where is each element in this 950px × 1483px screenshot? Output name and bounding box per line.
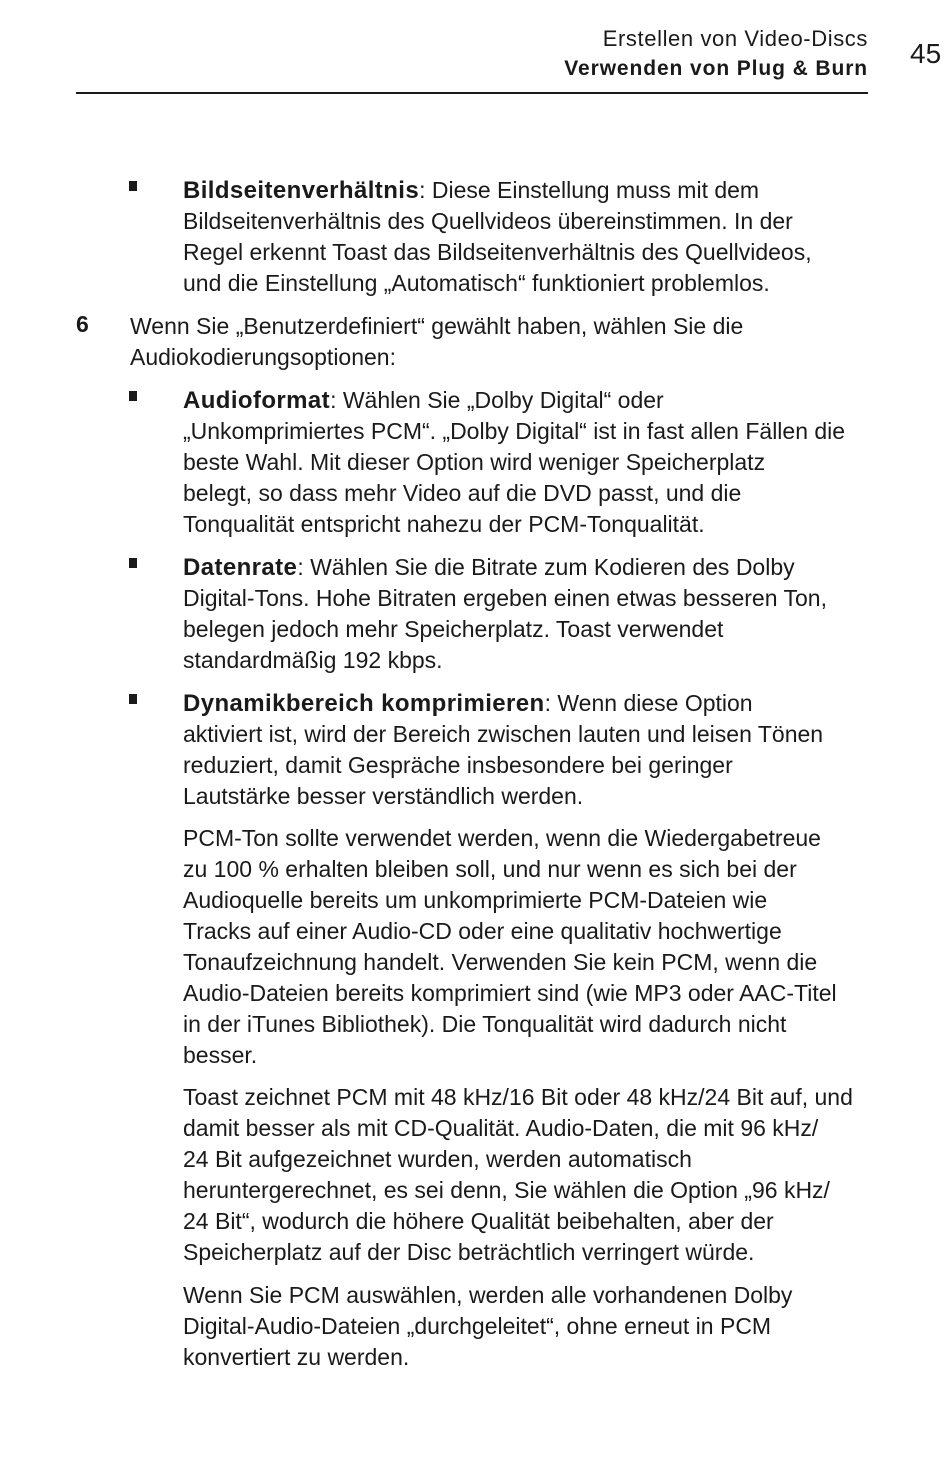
bullet-item-audioformat <box>183 385 845 540</box>
step-line: Audiokodierungsoptionen: <box>130 344 396 370</box>
bullet-line <box>183 175 812 206</box>
paragraph-toast-pcm <box>183 1082 853 1268</box>
bullet-line: standardmäßig 192 kbps. <box>183 647 443 673</box>
paragraph-line: heruntergerechnet, es sei denn, Sie wählen die Option „96 kHz/ <box>183 1177 830 1203</box>
bullet-text: : Wenn diese Option <box>544 690 753 716</box>
step-number: 6 <box>76 311 89 337</box>
bullet-line: beste Wahl. Mit dieser Option wird weniger Speicherplatz <box>183 449 766 475</box>
paragraph-line: 24 Bit“, wodurch die höhere Qualität beibehalten, aber der <box>183 1208 774 1234</box>
bullet-marker <box>129 558 137 568</box>
paragraph-line: zu 100 % erhalten bleiben soll, und nur wenn es sich bei der <box>183 856 797 882</box>
bullet-line <box>183 385 845 416</box>
bullet-item-dynamic-range <box>183 688 823 812</box>
bullet-text: : Diese Einstellung muss mit dem <box>419 177 760 203</box>
paragraph-line: Audio-Dateien bereits komprimiert sind (wie MP3 oder AAC-Titel <box>183 980 837 1006</box>
paragraph-line: Tracks auf einer Audio-CD oder eine qualitativ hochwertige <box>183 918 782 944</box>
bullet-line: und die Einstellung „Automatisch“ funktioniert problemlos. <box>183 270 770 296</box>
bullet-line <box>183 552 827 583</box>
bullet-marker <box>129 694 137 704</box>
bullet-line <box>183 688 823 719</box>
paragraph-line: Wenn Sie PCM auswählen, werden alle vorhandenen Dolby <box>183 1282 793 1308</box>
bullet-term: Datenrate <box>183 554 298 581</box>
bullet-marker <box>129 391 137 401</box>
bullet-line: Lautstärke besser verständlich werden. <box>183 783 584 809</box>
bullet-term: Dynamikbereich komprimieren <box>183 690 545 717</box>
bullet-line: aktiviert ist, wird der Bereich zwischen lauten und leisen Tönen <box>183 721 824 747</box>
bullet-line: reduziert, damit Gespräche insbesondere bei geringer <box>183 752 733 778</box>
paragraph-line: 24 Bit aufgezeichnet wurden, werden automatisch <box>183 1146 692 1172</box>
paragraph-line: in der iTunes Bibliothek). Die Tonqualität wird dadurch nicht <box>183 1011 787 1037</box>
paragraph-line: Tonaufzeichnung handelt. Verwenden Sie kein PCM, wenn die <box>183 949 818 975</box>
bullet-line: belegen jedoch mehr Speicherplatz. Toast verwendet <box>183 616 724 642</box>
step-line: Wenn Sie „Benutzerdefiniert“ gewählt haben, wählen Sie die <box>130 313 744 339</box>
page-header <box>76 24 868 94</box>
bullet-line: Tonqualität entspricht nahezu der PCM-Tonqualität. <box>183 511 705 537</box>
paragraph-line: Audioquelle bereits um unkomprimierte PCM-Dateien wie <box>183 887 768 913</box>
bullet-item-datenrate <box>183 552 827 676</box>
paragraph-line: besser. <box>183 1042 258 1068</box>
bullet-term: Audioformat <box>183 387 331 414</box>
paragraph-line: konvertiert zu werden. <box>183 1344 410 1370</box>
bullet-marker <box>129 181 137 191</box>
paragraph-line: Toast zeichnet PCM mit 48 kHz/16 Bit oder 48 kHz/24 Bit auf, und <box>183 1084 853 1110</box>
bullet-text: : Wählen Sie „Dolby Digital“ oder <box>330 387 664 413</box>
chapter-title: Erstellen von Video-Discs <box>602 26 868 51</box>
paragraph-line: damit besser als mit CD-Qualität. Audio-Daten, die mit 96 kHz/ <box>183 1115 819 1141</box>
bullet-line: Regel erkennt Toast das Bildseitenverhältnis des Quellvideos, <box>183 239 812 265</box>
bullet-text: : Wählen Sie die Bitrate zum Kodieren des Dolby <box>297 554 795 580</box>
bullet-line: belegt, so dass mehr Video auf die DVD passt, und die <box>183 480 742 506</box>
bullet-line: Digital-Tons. Hohe Bitraten ergeben einen etwas besseren Ton, <box>183 585 827 611</box>
bullet-line: Bildseitenverhältnis des Quellvideos übereinstimmen. In der <box>183 208 793 234</box>
paragraph-line: Speicherplatz auf der Disc beträchtlich verringert würde. <box>183 1239 755 1265</box>
paragraph-line: Digital-Audio-Dateien „durchgeleitet“, ohne erneut in PCM <box>183 1313 772 1339</box>
paragraph-dolby-passthrough <box>183 1280 792 1373</box>
page-number: 45 <box>910 38 942 69</box>
step-text <box>130 311 743 373</box>
section-title: Verwenden von Plug & Burn <box>564 57 868 80</box>
paragraph-line: PCM-Ton sollte verwendet werden, wenn die Wiedergabetreue <box>183 825 821 851</box>
bullet-item-aspect-ratio <box>183 175 812 299</box>
bullet-line: „Unkomprimiertes PCM“. „Dolby Digital“ ist in fast allen Fällen die <box>183 418 846 444</box>
bullet-term: Bildseitenverhältnis <box>183 177 420 204</box>
paragraph-pcm <box>183 823 837 1071</box>
